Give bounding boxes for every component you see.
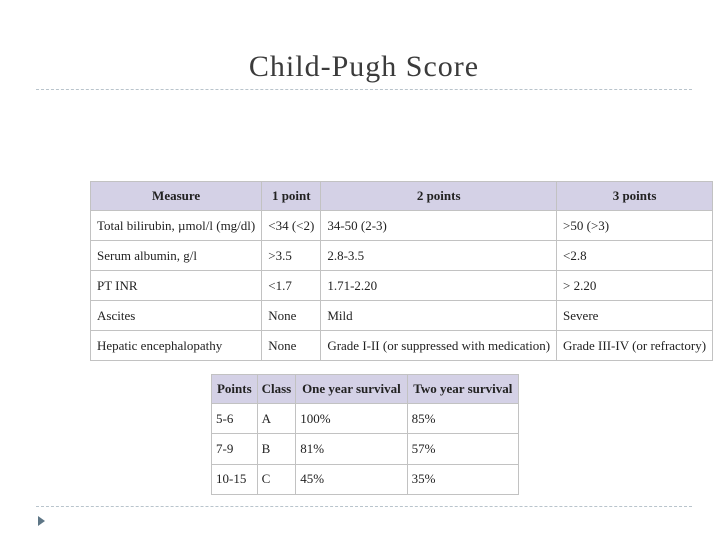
table-cell: <2.8 [557, 241, 713, 271]
table-row [212, 434, 519, 464]
table-cell: Hepatic encephalopathy [91, 331, 262, 361]
header-1-point: 1 point [262, 182, 321, 211]
table-header-row [212, 375, 519, 404]
table-cell: <1.7 [262, 271, 321, 301]
table-row [91, 301, 713, 331]
slide-title: Child-Pugh Score [248, 50, 480, 83]
table-cell: 85% [407, 404, 518, 434]
table-row [91, 241, 713, 271]
table-cell: None [262, 301, 321, 331]
bullet-arrow-icon [38, 516, 45, 526]
table-cell: Ascites [91, 301, 262, 331]
table-cell: >3.5 [262, 241, 321, 271]
table-cell: 5-6 [212, 404, 258, 434]
table-cell: 81% [296, 434, 407, 464]
table-cell: 1.71-2.20 [321, 271, 557, 301]
table-cell: Grade III-IV (or refractory) [557, 331, 713, 361]
header-3-points: 3 points [557, 182, 713, 211]
table-cell: Mild [321, 301, 557, 331]
table-row [212, 464, 519, 494]
header-two-year-survival: Two year survival [407, 375, 518, 404]
table-cell: Grade I-II (or suppressed with medication) [321, 331, 557, 361]
header-measure: Measure [91, 182, 262, 211]
table-cell: 35% [407, 464, 518, 494]
table-header-row [91, 182, 713, 211]
table-cell: 100% [296, 404, 407, 434]
table-cell: PT INR [91, 271, 262, 301]
table-row [212, 404, 519, 434]
footer-divider [36, 506, 692, 507]
table-cell: <34 (<2) [262, 211, 321, 241]
table-row [91, 211, 713, 241]
table-cell: 45% [296, 464, 407, 494]
header-class: Class [257, 375, 296, 404]
header-one-year-survival: One year survival [296, 375, 407, 404]
table-cell: 10-15 [212, 464, 258, 494]
header-points: Points [212, 375, 258, 404]
header-2-points: 2 points [321, 182, 557, 211]
table-cell: B [257, 434, 296, 464]
table-row [91, 331, 713, 361]
table-row [91, 271, 713, 301]
table-cell: Serum albumin, g/l [91, 241, 262, 271]
table-cell: 7-9 [212, 434, 258, 464]
table-cell: None [262, 331, 321, 361]
table-cell: Severe [557, 301, 713, 331]
table-cell: 57% [407, 434, 518, 464]
table-cell: C [257, 464, 296, 494]
measure-points-table [90, 181, 713, 361]
table-cell: Total bilirubin, µmol/l (mg/dl) [91, 211, 262, 241]
table-cell: > 2.20 [557, 271, 713, 301]
table-cell: >50 (>3) [557, 211, 713, 241]
table-cell: 34-50 (2-3) [321, 211, 557, 241]
table-cell: 2.8-3.5 [321, 241, 557, 271]
survival-class-table [211, 374, 519, 495]
title-divider [36, 89, 692, 90]
table-cell: A [257, 404, 296, 434]
